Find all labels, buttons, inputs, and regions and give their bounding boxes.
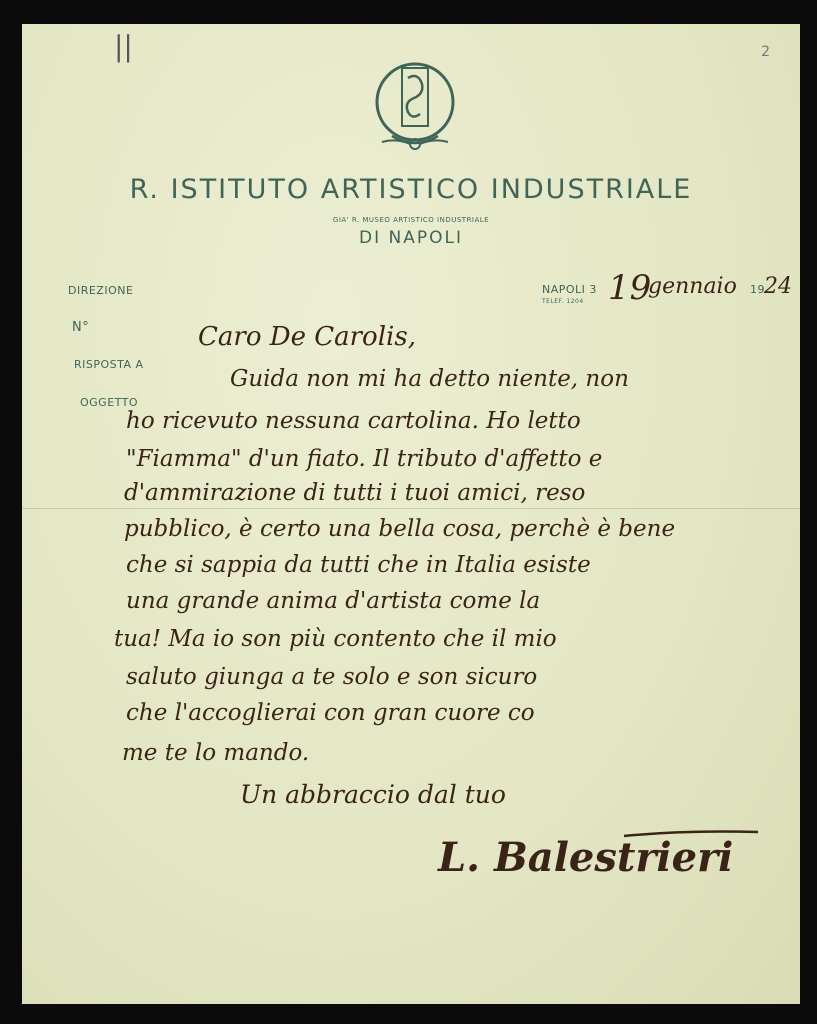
fold-crease: [22, 508, 800, 509]
date-year: 24: [764, 274, 792, 299]
letter-sheet: [22, 24, 800, 1004]
letter-line: che si sappia da tutti che in Italia esiste: [126, 552, 591, 578]
salutation: Caro De Carolis,: [198, 322, 416, 352]
label-telefono: TELEF. 1204: [542, 298, 584, 305]
letter-line: tua! Ma io son più contento che il mio: [114, 626, 557, 652]
label-numero: N°: [72, 320, 90, 335]
corner-mark: ||: [114, 30, 133, 63]
label-direzione: DIREZIONE: [68, 284, 134, 297]
label-place: NAPOLI 3: [542, 283, 597, 296]
label-risposta: RISPOSTA A: [74, 358, 144, 371]
signature: L. Balestrieri: [438, 834, 734, 881]
institute-subtitle: GIA' R. MUSEO ARTISTICO INDUSTRIALE: [332, 216, 490, 224]
date-day: 19: [608, 268, 652, 308]
letter-line: saluto giunga a te solo e son sicuro: [126, 664, 538, 690]
letter-line: "Fiamma" d'un fiato. Il tributo d'affetto e: [126, 446, 603, 472]
institute-city: DI NAPOLI: [359, 228, 463, 248]
letter-line: una grande anima d'artista come la: [126, 588, 541, 614]
letter-line: pubblico, è certo una bella cosa, perchè è bene: [124, 516, 676, 542]
label-oggetto: OGGETTO: [80, 396, 139, 409]
institute-title: R. ISTITUTO ARTISTICO INDUSTRIALE: [129, 174, 693, 205]
year-prefix: 19: [750, 283, 765, 296]
letter-line: ho ricevuto nessuna cartolina. Ho letto: [126, 408, 581, 434]
letter-line: Guida non mi ha detto niente, non: [230, 366, 629, 392]
closing: Un abbraccio dal tuo: [240, 780, 506, 809]
page-number: 2: [761, 44, 770, 60]
istituto-monogram-emblem: [370, 58, 460, 154]
date-month: gennaio: [648, 274, 737, 299]
letter-line: che l'accoglierai con gran cuore co: [126, 700, 535, 726]
signature-flourish: [622, 824, 762, 844]
letter-line: d'ammirazione di tutti i tuoi amici, reso: [124, 480, 586, 506]
letter-line: me te lo mando.: [122, 740, 310, 766]
